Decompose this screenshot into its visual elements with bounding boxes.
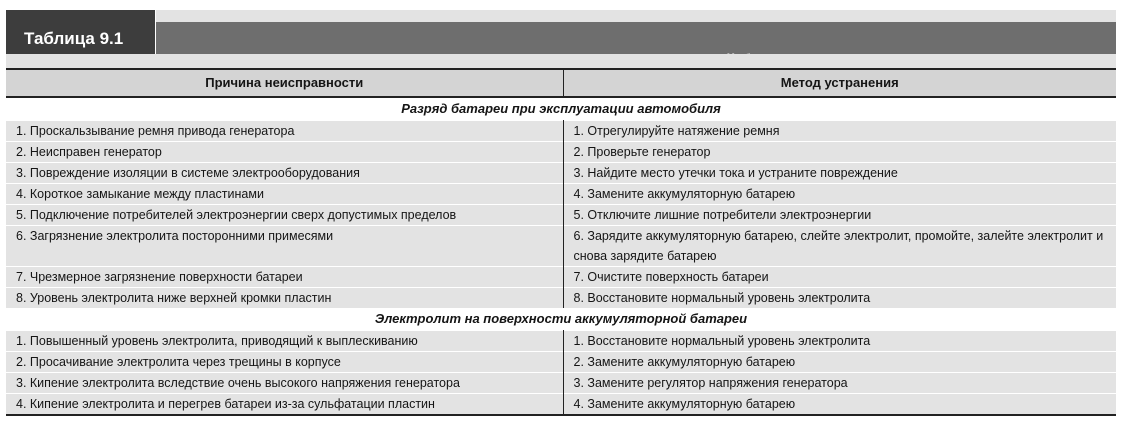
column-header-method: Метод устранения — [563, 69, 1116, 97]
table-row — [6, 373, 1116, 394]
table-number-tab — [6, 10, 156, 54]
method-cell: 1. Восстановите нормальный уровень электролита — [563, 331, 1116, 352]
section-heading: Электролит на поверхности аккумуляторной батареи — [6, 308, 1116, 331]
table-number: Таблица 9.1 — [24, 29, 124, 48]
cause-cell: 2. Просачивание электролита через трещины в корпусе — [6, 352, 563, 373]
cause-cell: 4. Короткое замыкание между пластинами — [6, 184, 563, 205]
table-row — [6, 205, 1116, 226]
header-spacer — [6, 54, 1116, 68]
cause-cell: 6. Загрязнение электролита посторонними примесями — [6, 226, 563, 267]
column-header-row — [6, 69, 1116, 97]
method-cell: 6. Зарядите аккумуляторную батарею, слейте электролит, промойте, залейте электролит и снова зарядите батарею — [563, 226, 1116, 267]
table-row — [6, 226, 1116, 267]
table-row — [6, 142, 1116, 163]
section-header-row — [6, 308, 1116, 331]
cause-cell: 7. Чрезмерное загрязнение поверхности батареи — [6, 267, 563, 288]
table-row — [6, 288, 1116, 309]
cause-cell: 4. Кипение электролита и перегрев батареи из-за сульфатации пластин — [6, 394, 563, 416]
section-header-row — [6, 97, 1116, 121]
cause-cell: 5. Подключение потребителей электроэнергии сверх допустимых пределов — [6, 205, 563, 226]
method-cell: 4. Замените аккумуляторную батарею — [563, 184, 1116, 205]
method-cell: 1. Отрегулируйте натяжение ремня — [563, 121, 1116, 142]
method-cell: 4. Замените аккумуляторную батарею — [563, 394, 1116, 416]
cause-cell: 1. Проскальзывание ремня привода генератора — [6, 121, 563, 142]
table-row — [6, 184, 1116, 205]
method-cell: 7. Очистите поверхность батареи — [563, 267, 1116, 288]
table-body — [6, 97, 1116, 415]
cause-cell: 3. Повреждение изоляции в системе электрооборудования — [6, 163, 563, 184]
title-bar — [6, 22, 1116, 54]
table-row — [6, 394, 1116, 416]
table-row — [6, 352, 1116, 373]
method-cell: 2. Проверьте генератор — [563, 142, 1116, 163]
method-cell: 8. Восстановите нормальный уровень электролита — [563, 288, 1116, 309]
method-cell: 3. Замените регулятор напряжения генератора — [563, 373, 1116, 394]
method-cell: 2. Замените аккумуляторную батарею — [563, 352, 1116, 373]
cause-cell: 2. Неисправен генератор — [6, 142, 563, 163]
table-row — [6, 331, 1116, 352]
method-cell: 3. Найдите место утечки тока и устраните повреждение — [563, 163, 1116, 184]
section-heading: Разряд батареи при эксплуатации автомобиля — [6, 97, 1116, 121]
cause-cell: 1. Повышенный уровень электролита, приводящий к выплескиванию — [6, 331, 563, 352]
cause-cell: 3. Кипение электролита вследствие очень высокого напряжения генератора — [6, 373, 563, 394]
table-row — [6, 267, 1116, 288]
table-row — [6, 163, 1116, 184]
cause-cell: 8. Уровень электролита ниже верхней кромки пластин — [6, 288, 563, 309]
faults-table — [6, 68, 1116, 416]
method-cell: 5. Отключите лишние потребители электроэнергии — [563, 205, 1116, 226]
column-header-cause: Причина неисправности — [6, 69, 563, 97]
table-row — [6, 121, 1116, 142]
